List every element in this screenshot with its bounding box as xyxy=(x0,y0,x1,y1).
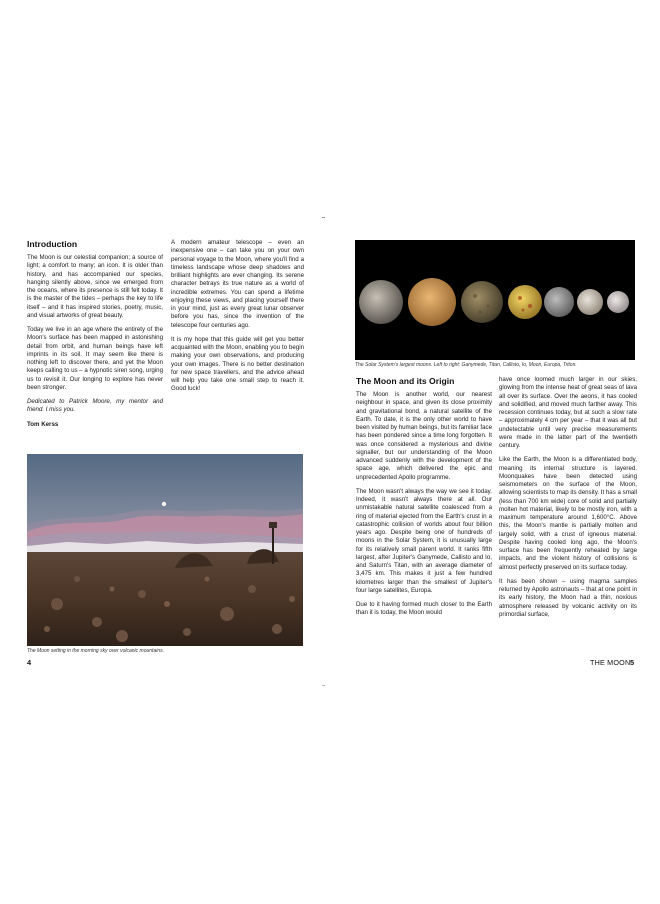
photo-caption: The Moon setting in the morning sky over volcanic mountains. xyxy=(27,648,165,654)
titan-disc xyxy=(408,278,456,326)
section-heading: The Moon and its Origin xyxy=(356,376,455,386)
running-head: THE MOON xyxy=(590,658,631,667)
moonset-photo xyxy=(27,454,303,646)
author-name: Tom Kerss xyxy=(27,420,59,428)
page-number-left: 4 xyxy=(27,658,32,667)
moon-disc xyxy=(544,287,574,317)
io-disc xyxy=(508,285,542,319)
paragraph: A modern amateur telescope – even an inexpensive one – can take you on your own personal voyage to the Moon, where you'll find a timeless landscape whose deep shadows and brilliant highlights are ever changing. Its serene character betrays its true nature as a world of incredible extremes. You can spend a lifetime enjoying these views, and placing yourself there in your mind, just as every great lunar observer before you has, since the invention of the telescope four centuries ago. xyxy=(171,239,304,329)
right-column-1 xyxy=(356,376,492,624)
left-column-1 xyxy=(27,239,163,435)
left-column-2 xyxy=(171,239,304,400)
paragraph: The Moon is another world, our nearest neighbour in space, and given its close proximity and gravitational bond, a natural satellite of the Earth. To date, it is the only other world to have been visited by human beings, but its familiar face has been pondered since a time long forgotten. It was once considered a mysterious and divine signaller, but our understanding of the Moon advanced suddenly with the development of the space age, which delivered the epic and unprecedented Apollo programme. xyxy=(356,391,492,481)
paragraph: It is my hope that this guide will get you better acquainted with the Moon, enabling you to begin making your own observations, and producing your own images. There is no better destination for new space travellers, and the advice ahead will help you take one small step to reach it. Good luck! xyxy=(171,335,304,393)
callisto-disc xyxy=(461,281,503,323)
paragraph: The Moon wasn't always the way we see it today. Indeed, it wasn't always there at all. Our unmistakable natural satellite coalesced from a ring of material ejected from the Earth's crust in a catastrophic collision of worlds about four billion years ago. Despite being one of hundreds of moons in the Solar System, it is unusually large for its relatively small parent world. It ranks fifth largest, after Jupiter's Ganymede, Callisto and Io, and Saturn's Titan, with an average diameter of 3,475 km. This makes it just a few hundred kilometres larger than the smallest of Jupiter's four large satellites, Europa. xyxy=(356,487,492,594)
paragraph: have once loomed much larger in our skies, glowing from the intense heat of great seas of lava all over its surface. Over the aeons, it has cooled and solidified, and moved much farther away. This recession continues today, but at such a slow rate – approximately 4 cm per year – that it was all but undetectable until very precise measurements were made in the latter part of the twentieth century. xyxy=(499,376,637,449)
page-mark xyxy=(322,685,325,686)
paragraph: It has been shown – using magma samples returned by Apollo astronauts – that at one point in its early history, the Moon had a thin, noxious atmosphere released by volcanic activity on its primordial surface, xyxy=(499,577,637,618)
right-column-2 xyxy=(499,376,637,625)
largest-moons-image xyxy=(355,240,635,360)
dedication: Dedicated to Patrick Moore, my mentor and friend. I miss you. xyxy=(27,398,163,414)
paragraph: Today we live in an age where the entirety of the Moon's surface has been mapped in astonishing detail from orbit, and human beings have left imprints in its soil. It may seem like there is nothing left to discover there, and yet the Moon keeps calling to us – a hypnotic siren song, urging us to revisit it. Our longing to explore has never been stronger. xyxy=(27,326,163,391)
section-heading: Introduction xyxy=(27,239,78,249)
paragraph: The Moon is our celestial companion; a source of light; a comfort to many; an icon. It is older than history, and has accompanied our species, hanging silently above, since we emerged from the oceans, where its presence is still felt today. It is the master of the tides – perhaps the key to life itself – and it has inspired stories, poetry, music, and visual artworks of great beauty. xyxy=(27,254,163,319)
page-mark xyxy=(322,217,325,218)
triton-disc xyxy=(607,291,629,313)
moons-caption: The Solar System's largest moons. Left to right: Ganymede, Titan, Callisto, Io, Moon, Europa, Triton. xyxy=(355,362,577,368)
europa-disc xyxy=(577,289,603,315)
page-number-right: 5 xyxy=(630,658,635,667)
paragraph: Due to it having formed much closer to the Earth than it is today, the Moon would xyxy=(356,601,492,617)
paragraph: Like the Earth, the Moon is a differentiated body, meaning its internal structure is layered. Moonquakes have been detected using seismometers on the surface of the Moon, allowing scientists to map its density. It has a small (less than 700 km wide) core of solid and partially molten hot material, likely to be mostly iron, with a maximum temperature around 1,600°C. Above this, the Moon's mantle is partially molten and largely solid, with a crust of igneous material. Despite having cooled long ago, the Moon's surface has been frequently reheated by large impacts, and the violent history of collisions is almost perfectly preserved on its surface today. xyxy=(499,456,637,571)
ganymede-disc xyxy=(359,280,403,324)
